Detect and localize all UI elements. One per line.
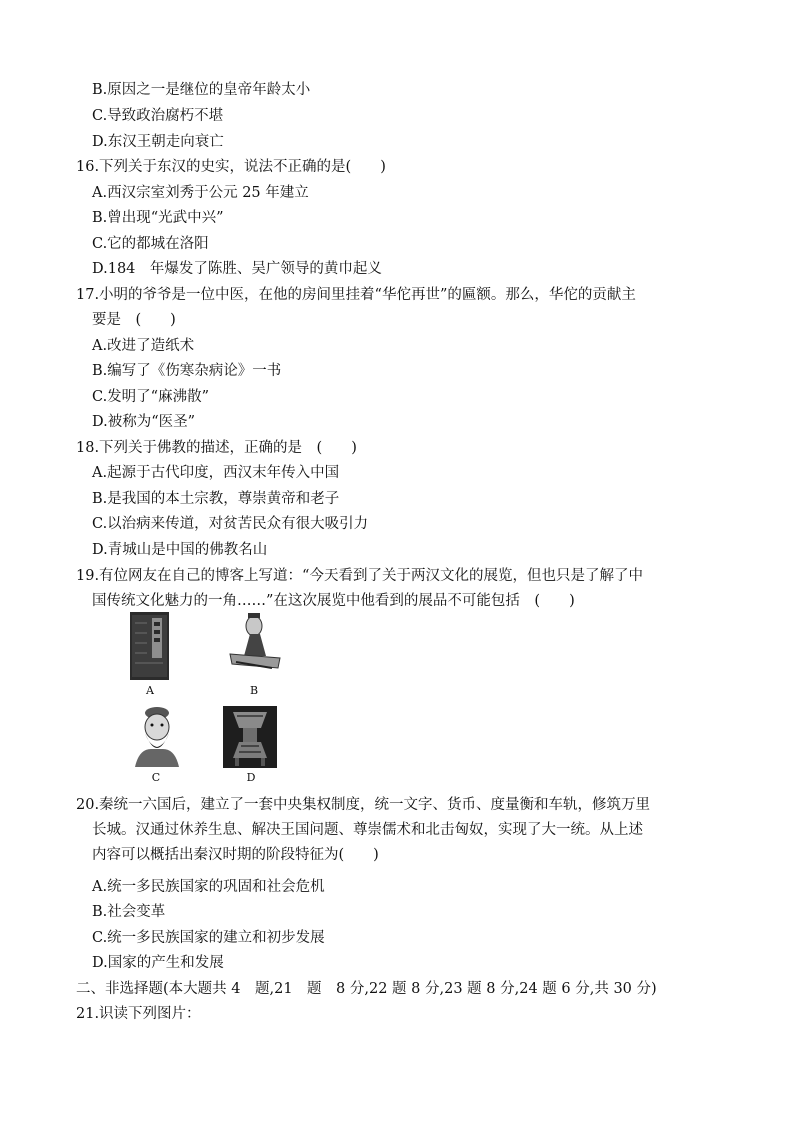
q20-option-a: A.统一多民族国家的巩固和社会危机 — [92, 879, 325, 895]
q16-option-c: C.它的都城在洛阳 — [92, 236, 209, 252]
q17-option-c: C.发明了“麻沸散” — [92, 389, 210, 405]
q19-label-b: B — [249, 684, 259, 697]
q18-option-d: D.青城山是中国的佛教名山 — [92, 542, 268, 558]
q16-option-a: A.西汉宗室刘秀于公元 25 年建立 — [92, 185, 309, 201]
q17-option-b: B.编写了《伤寒杂病论》一书 — [92, 363, 282, 379]
q19-image-d-bronze-vessel — [223, 706, 277, 768]
q18-stem: 18.下列关于佛教的描述，正确的是 ( ) — [76, 440, 357, 456]
q20-option-d: D.国家的产生和发展 — [92, 955, 224, 971]
q19-image-a-book — [130, 612, 169, 680]
q20-option-b: B.社会变革 — [92, 904, 166, 920]
q16-stem: 16.下列关于东汉的史实，说法不正确的是( ) — [76, 159, 386, 175]
q20-stem-line2: 长城。汉通过休养生息、解决王国问题、尊崇儒术和北击匈奴，实现了大一统。从上述 — [92, 822, 643, 838]
q16-option-b: B.曾出现“光武中兴” — [92, 210, 224, 226]
q19-image-b-scholar — [226, 610, 284, 680]
q19-label-a: A — [146, 684, 154, 697]
q18-option-a: A.起源于古代印度，西汉末年传入中国 — [92, 465, 340, 481]
q19-stem-line1: 19.有位网友在自己的博客上写道：“今天看到了关于两汉文化的展览，但也只是了解了中 — [76, 568, 643, 584]
q20-stem-line1: 20.秦统一六国后，建立了一套中央集权制度，统一文字、货币、度量衡和车轨，修筑万里 — [76, 797, 651, 813]
q21-stem: 21.识读下列图片： — [76, 1006, 201, 1022]
q15-option-c: C.导致政治腐朽不堪 — [92, 108, 224, 124]
q16-option-d: D.184 年爆发了陈胜、吴广领导的黄巾起义 — [92, 261, 382, 277]
section-2-heading: 二、非选择题(本大题共 4 题,21 题 8 分,22 题 8 分,23 题 8 分,24 题 6 分,共 30 分) — [76, 981, 657, 997]
q18-option-b: B.是我国的本土宗教，尊崇黄帝和老子 — [92, 491, 340, 507]
q19-image-c-sage — [131, 705, 183, 767]
q20-option-c: C.统一多民族国家的建立和初步发展 — [92, 930, 325, 946]
q17-option-a: A.改进了造纸术 — [92, 338, 195, 354]
q17-option-d: D.被称为“医圣” — [92, 414, 196, 430]
q17-stem-line1: 17.小明的爷爷是一位中医，在他的房间里挂着“华佗再世”的匾额。那么，华佗的贡献主 — [76, 287, 636, 303]
q17-stem-line2: 要是 ( ) — [92, 312, 176, 328]
q20-stem-line3: 内容可以概括出秦汉时期的阶段特征为( ) — [92, 847, 379, 863]
q15-option-d: D.东汉王朝走向衰亡 — [92, 134, 224, 150]
q19-stem-line2: 国传统文化魅力的一角……”在这次展览中他看到的展品不可能包括 ( ) — [92, 593, 575, 609]
q18-option-c: C.以治病来传道，对贫苦民众有很大吸引力 — [92, 516, 369, 532]
q19-label-c: C — [151, 771, 161, 784]
q15-option-b: B.原因之一是继位的皇帝年龄太小 — [92, 82, 311, 98]
q19-label-d: D — [246, 771, 256, 784]
